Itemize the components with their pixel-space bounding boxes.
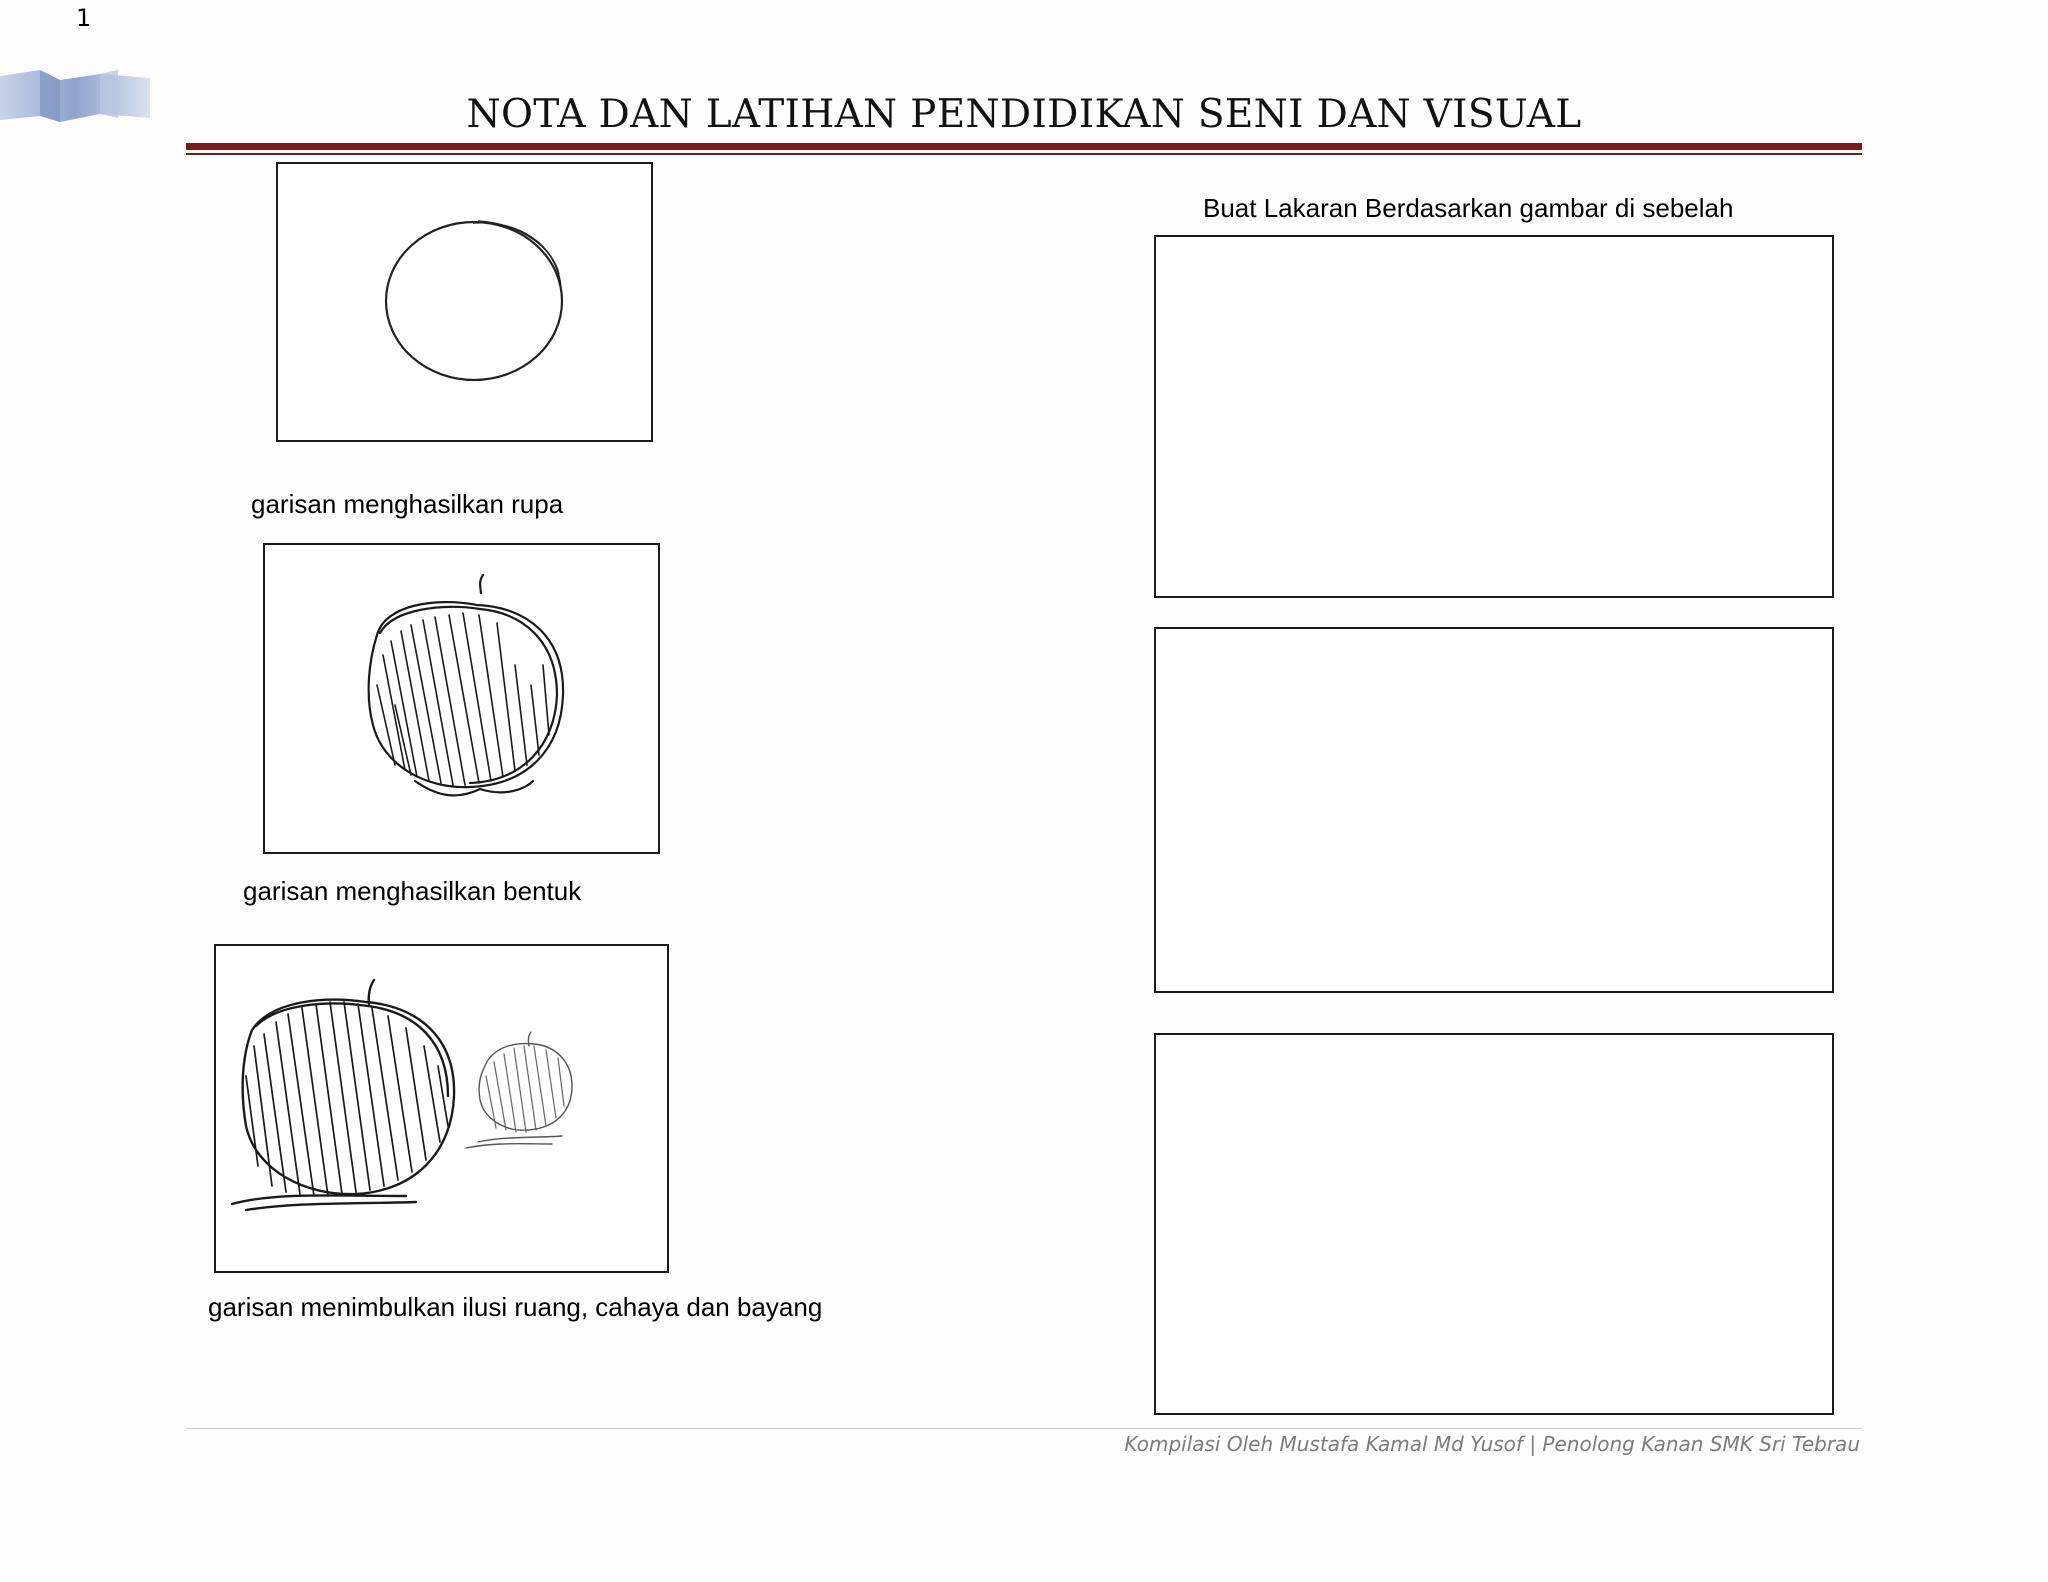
exercise-instruction: Buat Lakaran Berdasarkan gambar di sebelah [1203,193,1734,223]
example-frame-bentuk [263,543,660,854]
sketch-box-1[interactable] [1154,235,1834,598]
example-frame-rupa [276,162,653,442]
page-number: 1 [76,4,92,32]
page-title: NOTA DAN LATIHAN PENDIDIKAN SENI DAN VISUAL [466,92,1582,137]
circle-outline-sketch-icon [278,164,651,440]
caption-ilusi: garisan menimbulkan ilusi ruang, cahaya dan bayang [208,1292,823,1322]
example-frame-ilusi [214,944,669,1273]
two-apples-with-shadow-sketch-icon [216,946,667,1271]
shaded-apple-sketch-icon [265,545,658,852]
sketch-box-2[interactable] [1154,627,1834,993]
caption-rupa: garisan menghasilkan rupa [251,489,564,519]
footer-credit: Kompilasi Oleh Mustafa Kamal Md Yusof | Penolong Kanan SMK Sri Tebrau [1124,1432,1860,1456]
caption-bentuk: garisan menghasilkan bentuk [243,876,582,906]
header-rule-thin [186,153,1862,155]
sketch-box-3[interactable] [1154,1033,1834,1415]
header-rule [186,143,1862,150]
header-logo-icon [0,66,150,128]
footer-rule [186,1428,1862,1429]
